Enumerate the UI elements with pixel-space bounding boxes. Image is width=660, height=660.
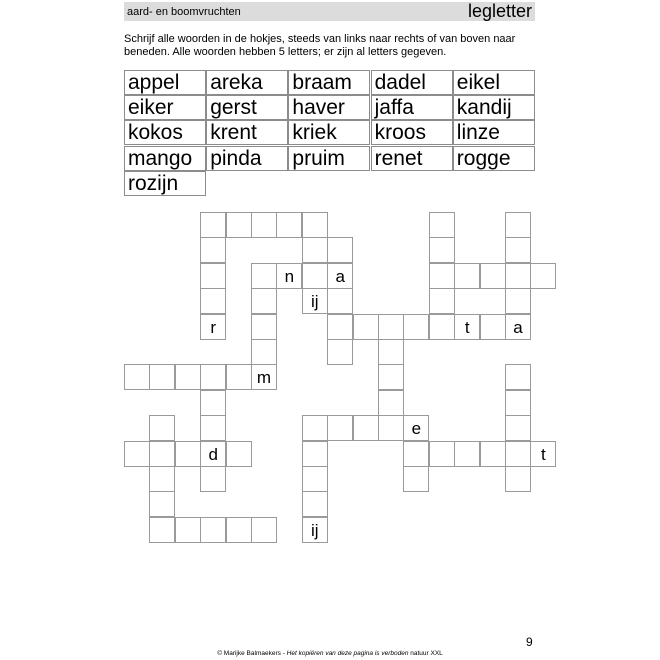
puzzle-cell[interactable] [149,491,175,517]
puzzle-cell[interactable] [429,263,455,289]
puzzle-cell[interactable] [149,517,175,543]
puzzle-cell[interactable] [429,237,455,263]
given-letter-cell[interactable]: a [327,263,353,289]
word-bank-item: eikel [453,70,535,95]
word-bank-item: haver [288,95,370,120]
word-bank-item: kroos [371,120,453,145]
puzzle-cell[interactable] [200,237,226,263]
footer-series: natuur XXL [410,650,443,657]
puzzle-cell[interactable] [327,415,353,441]
puzzle-cell[interactable] [429,288,455,314]
puzzle-cell[interactable] [505,415,531,441]
given-letter-cell[interactable]: a [505,314,531,340]
word-bank-item: eiker [124,95,206,120]
word-bank-item: dadel [371,70,453,95]
puzzle-cell[interactable] [378,415,404,441]
puzzle-cell[interactable] [226,212,252,238]
puzzle-cell[interactable] [505,390,531,416]
puzzle-cell[interactable] [327,288,353,314]
puzzle-cell[interactable] [251,339,277,365]
word-bank-item: kandij [453,95,535,120]
given-letter-cell[interactable]: t [454,314,480,340]
footer [0,650,660,658]
puzzle-cell[interactable] [200,364,226,390]
word-bank [0,0,660,200]
puzzle-cell[interactable] [505,466,531,492]
puzzle-cell[interactable] [149,415,175,441]
word-bank-item: gerst [206,95,288,120]
footer-notice: - Het kopiëren van deze pagina is verboden [282,650,409,657]
puzzle-cell[interactable] [353,314,379,340]
word-bank-item: linze [453,120,535,145]
puzzle-cell[interactable] [429,212,455,238]
word-bank-item: kriek [288,120,370,145]
puzzle-cell[interactable] [200,466,226,492]
puzzle-cell[interactable] [251,212,277,238]
puzzle-cell[interactable] [149,466,175,492]
word-bank-item: appel [124,70,206,95]
word-bank-item: pinda [206,146,288,171]
header-exercise-type: legletter [467,1,532,21]
puzzle-cell[interactable] [124,364,150,390]
puzzle-cell[interactable] [505,263,531,289]
puzzle-cell[interactable] [302,441,328,467]
puzzle-cell[interactable] [149,441,175,467]
given-letter-cell[interactable]: ij [302,288,328,314]
word-bank-item: kokos [124,120,206,145]
puzzle-cell[interactable] [429,314,455,340]
puzzle-cell[interactable] [175,441,201,467]
puzzle-cell[interactable] [226,364,252,390]
given-letter-cell[interactable]: m [251,364,277,390]
word-bank-item: rogge [453,146,535,171]
puzzle-cell[interactable] [302,466,328,492]
word-bank-item: krent [206,120,288,145]
puzzle-cell[interactable] [327,339,353,365]
word-bank-item: jaffa [371,95,453,120]
puzzle-cell[interactable] [251,314,277,340]
header-title: aard- en boomvruchten [127,6,241,18]
puzzle-cell[interactable] [302,212,328,238]
puzzle-cell[interactable] [378,314,404,340]
puzzle-cell[interactable] [302,263,328,289]
puzzle-cell[interactable] [353,415,379,441]
word-bank-item: areka [206,70,288,95]
puzzle-cell[interactable] [403,466,429,492]
puzzle-cell[interactable] [530,263,556,289]
given-letter-cell[interactable]: r [200,314,226,340]
word-bank-item: mango [124,146,206,171]
puzzle-cell[interactable] [327,314,353,340]
puzzle-cell[interactable] [251,263,277,289]
word-bank-item: pruim [288,146,370,171]
puzzle-cell[interactable] [226,441,252,467]
puzzle-cell[interactable] [200,415,226,441]
puzzle-cell[interactable] [327,237,353,263]
puzzle-cell[interactable] [149,364,175,390]
puzzle-cell[interactable] [480,263,506,289]
footer-copyright: © Marijke Balmaekers [217,650,281,657]
given-letter-cell[interactable]: n [276,263,302,289]
puzzle-cell[interactable] [200,390,226,416]
word-bank-item: rozijn [124,171,206,196]
puzzle-cell[interactable] [200,212,226,238]
puzzle-cell[interactable] [302,491,328,517]
puzzle-cell[interactable] [480,314,506,340]
puzzle-cell[interactable] [378,390,404,416]
puzzle-cell[interactable] [175,517,201,543]
puzzle-cell[interactable] [403,314,429,340]
puzzle-cell[interactable] [505,441,531,467]
puzzle-cell[interactable] [429,441,455,467]
puzzle-cell[interactable] [378,364,404,390]
instructions: Schrijf alle woorden in de hokjes, steeds van links naar rechts of van boven naar beneden. Alle woorden hebben 5 letters; er zijn al letters gegeven. [124,33,516,58]
page-number: 9 [526,635,533,649]
puzzle-cell[interactable] [124,441,150,467]
puzzle-cell[interactable] [505,288,531,314]
puzzle-cell[interactable] [200,517,226,543]
word-bank-item: renet [371,146,453,171]
puzzle-cell[interactable] [403,441,429,467]
puzzle-cell[interactable] [175,364,201,390]
puzzle-cell[interactable] [480,441,506,467]
given-letter-cell[interactable]: e [403,415,429,441]
puzzle-cell[interactable] [505,237,531,263]
page-header [124,2,535,21]
puzzle-cell[interactable] [454,441,480,467]
puzzle-cell[interactable] [302,415,328,441]
puzzle-cell[interactable] [200,288,226,314]
puzzle-cell[interactable] [226,517,252,543]
puzzle-cell[interactable] [302,237,328,263]
given-letter-cell[interactable]: ij [302,517,328,543]
puzzle-cell[interactable] [454,263,480,289]
puzzle-cell[interactable] [200,263,226,289]
puzzle-cell[interactable] [505,364,531,390]
word-bank-item: braam [288,70,370,95]
puzzle-cell[interactable] [251,517,277,543]
puzzle-cell[interactable] [505,212,531,238]
given-letter-cell[interactable]: d [200,441,226,467]
puzzle-cell[interactable] [378,339,404,365]
puzzle-cell[interactable] [251,288,277,314]
puzzle-cell[interactable] [276,212,302,238]
given-letter-cell[interactable]: t [530,441,556,467]
